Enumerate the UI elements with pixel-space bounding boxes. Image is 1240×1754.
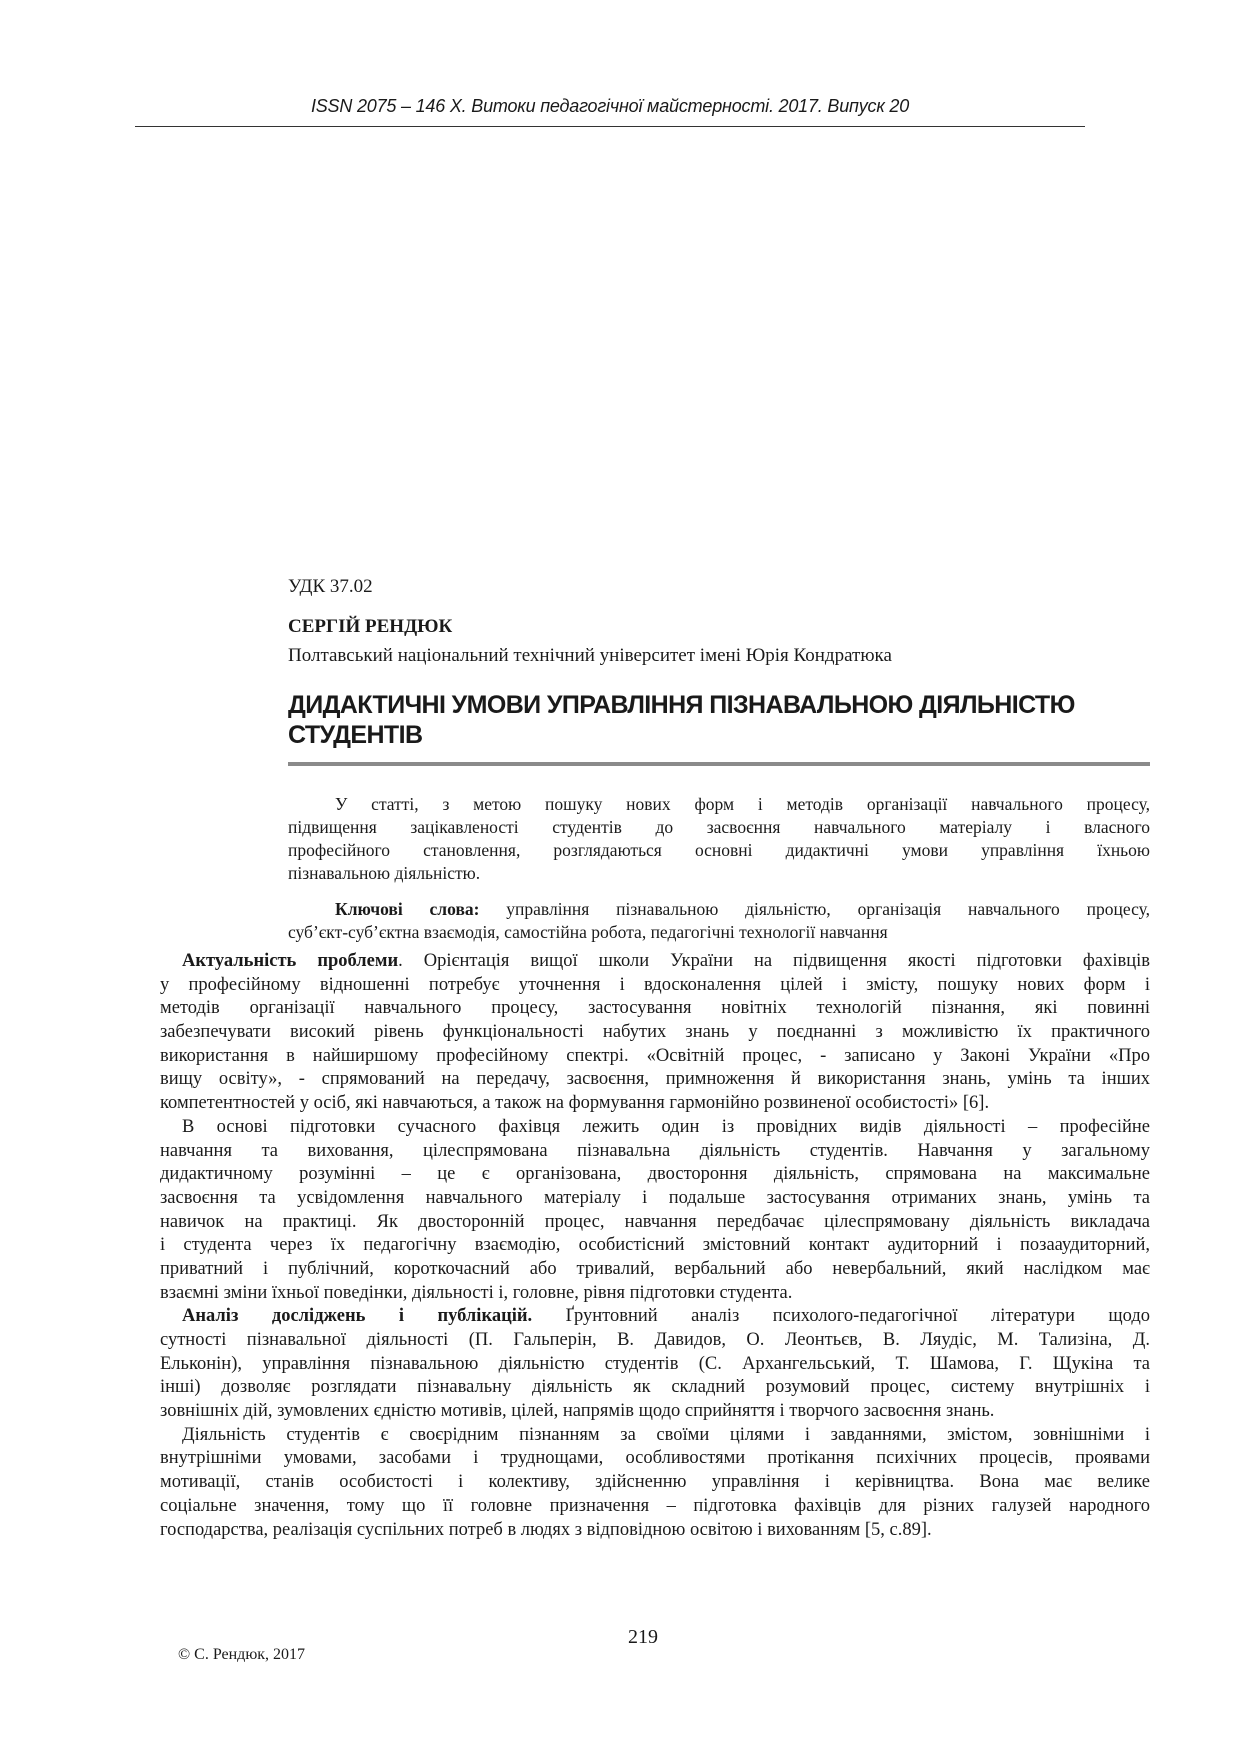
text-line	[288, 921, 1150, 944]
text-line	[160, 1092, 1150, 1116]
line-text: суб’єкт-суб’єктна взаємодія, самостійна робота, педагогічні технології навчання	[288, 922, 888, 942]
text-line	[160, 1471, 1150, 1495]
line-text: . Орієнтація вищої школи України на підвищення якості підготовки фахівців	[398, 951, 1150, 971]
text-line	[160, 974, 1150, 998]
title-rule	[288, 762, 1150, 766]
line-text: професійного становлення, розглядаються основні дидактичні умови управління їхньою	[288, 840, 1150, 860]
article-body	[160, 950, 1150, 1542]
text-line	[160, 1045, 1150, 1069]
author-affiliation: Полтавський національний технічний університет імені Юрія Кондратюка	[288, 645, 892, 666]
paragraph-lead: Актуальність проблеми	[182, 951, 399, 971]
line-text: Ельконін), управління пізнавальною діяльністю студентів (С. Архангельський, Т. Шамова, Г. Щукіна та	[160, 1353, 1150, 1374]
line-text: дидактичному розумінні – це є організована, двостороння діяльність, спрямована на максимальне	[160, 1164, 1150, 1185]
line-text: навчання та виховання, цілеспрямована пізнавальна діяльність студентів. Навчання у загальному	[160, 1140, 1150, 1161]
line-text: мотивації, станів особистості і колективу, здійсненню управління і керівництва. Вона має велике	[160, 1472, 1150, 1493]
header-divider	[135, 126, 1085, 127]
line-text: господарства, реалізація суспільних потреб в людях з відповідною освітою і вихованням [5, с.89].	[160, 1519, 932, 1540]
text-line	[288, 862, 1150, 885]
line-text: В основі підготовки сучасного фахівця лежить один із провідних видів діяльності – професійне	[182, 1116, 1150, 1137]
line-text: соціальне значення, тому що її головне призначення – підготовка фахівців для різних галузей народного	[160, 1495, 1150, 1516]
line-text: взаємні зміни їхньої поведінки, діяльності і, головне, рівня підготовки студента.	[160, 1282, 793, 1303]
line-text: внутрішніми умовами, засобами і труднощами, особливостями протікання психічних процесів, проявами	[160, 1448, 1150, 1469]
line-text: компетентностей у осіб, які навчаються, а також на формування гармонійно розвиненої особистості» [6].	[160, 1093, 990, 1114]
keywords	[288, 898, 1150, 944]
text-line	[160, 1116, 1150, 1140]
paragraph	[160, 1305, 1150, 1423]
line-text: Діяльність студентів є своєрідним пізнанням за своїми цілями і завданнями, змістом, зовнішніми і	[182, 1424, 1150, 1445]
line-text: методів організації навчального процесу, застосування новітніх технологій пізнання, які повинні	[160, 998, 1150, 1019]
text-line	[160, 1353, 1150, 1377]
text-line	[160, 1021, 1150, 1045]
line-text: і студента через їх педагогічну взаємодію, особистісний змістовний контакт аудиторний і позааудиторний,	[160, 1235, 1150, 1256]
line-text: навичок на практиці. Як двосторонній процес, навчання передбачає цілеспрямовану діяльність викладача	[160, 1211, 1150, 1232]
line-text: сутності пізнавальної діяльності (П. Гальперін, В. Давидов, О. Леонтьєв, В. Ляудіс, М. Тализіна, Д.	[160, 1330, 1150, 1350]
line-text: Ґрунтовний аналіз психолого-педагогічної літератури щодо	[532, 1306, 1150, 1327]
text-line	[160, 1140, 1150, 1164]
article-title	[288, 690, 1148, 750]
line-text: вищу освіту», - спрямований на передачу, засвоєння, примноження й використання знань, умінь та інших	[160, 1069, 1150, 1090]
line-text: засвоєння та усвідомлення навчального матеріалу і подальше застосування отриманих знань, умінь та	[160, 1187, 1150, 1208]
text-line	[160, 950, 1150, 974]
paragraph-lead: Ключові слова:	[335, 899, 480, 919]
text-line	[160, 1211, 1150, 1235]
text-line	[288, 898, 1150, 921]
line-text: У статті, з метою пошуку нових форм і методів організації навчального процесу,	[335, 794, 1150, 814]
line-text: інші) дозволяє розглядати пізнавальну діяльність як складний розумовий процес, систему внутрішніх і	[160, 1377, 1150, 1398]
text-line	[160, 1305, 1150, 1329]
author-name: СЕРГІЙ РЕНДЮК	[288, 616, 453, 637]
line-text: підвищення зацікавленості студентів до засвоєння навчального матеріалу і власного	[288, 817, 1150, 837]
text-line	[160, 1163, 1150, 1187]
line-text: забезпечувати високий рівень функціональності набутих знань у поєднанні з можливістю їх практичного	[160, 1022, 1150, 1043]
text-line	[160, 1282, 1150, 1306]
text-line	[288, 816, 1150, 839]
line-text: у професійному відношенні потребує уточнення і вдосконалення цілей і змісту, пошуку нових форм і	[160, 974, 1150, 995]
text-line	[160, 1234, 1150, 1258]
line-text: використання в найширшому професійному спектрі. «Освітній процес, - записано у Законі України «Про	[160, 1045, 1150, 1066]
text-line	[160, 997, 1150, 1021]
paragraph-lead: Аналіз досліджень і публікацій.	[182, 1306, 533, 1327]
text-line	[288, 793, 1150, 816]
text-line	[160, 1329, 1150, 1353]
title-line: СТУДЕНТІВ	[288, 721, 423, 749]
text-line	[160, 1068, 1150, 1092]
text-line	[160, 1258, 1150, 1282]
text-line	[160, 1447, 1150, 1471]
journal-header: ISSN 2075 – 146 X. Витоки педагогічної майстерності. 2017. Випуск 20	[310, 96, 910, 116]
text-line	[160, 1495, 1150, 1519]
line-text: зовнішніх дій, зумовлених єдністю мотивів, цілей, напрямів щодо сприйняття і творчого засвоєння знань.	[160, 1401, 995, 1422]
paragraph	[160, 1116, 1150, 1306]
text-line	[160, 1519, 1150, 1543]
line-text: приватний і публічний, короткочасний або тривалий, вербальний або невербальний, який наслідком має	[160, 1258, 1150, 1279]
paragraph	[160, 950, 1150, 1116]
text-line	[160, 1400, 1150, 1424]
paragraph	[160, 1424, 1150, 1542]
text-line	[160, 1376, 1150, 1400]
line-text: пізнавальною діяльністю.	[288, 863, 481, 883]
page-number: 219	[628, 1626, 658, 1648]
title-line: ДИДАКТИЧНІ УМОВИ УПРАВЛІННЯ ПІЗНАВАЛЬНОЮ ДІЯЛЬНІСТЮ	[288, 691, 1075, 719]
line-text: управління пізнавальною діяльністю, організація навчального процесу,	[479, 899, 1150, 919]
text-line	[288, 839, 1150, 862]
copyright: © С. Рендюк, 2017	[178, 1646, 306, 1663]
abstract	[288, 793, 1150, 885]
text-line	[160, 1424, 1150, 1448]
text-line	[160, 1187, 1150, 1211]
udc-code: УДК 37.02	[288, 576, 373, 597]
